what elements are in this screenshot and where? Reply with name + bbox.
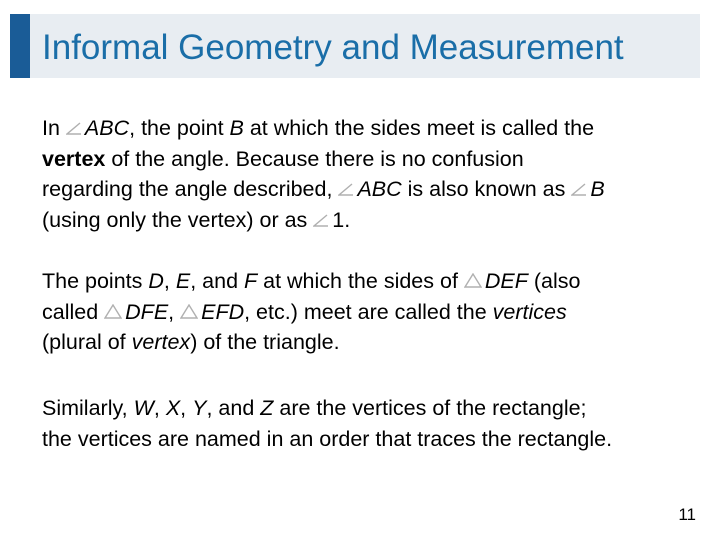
- text-run: B: [590, 177, 605, 201]
- angle-symbol-icon: [66, 113, 82, 144]
- paragraph-angle-vertex: [42, 113, 712, 235]
- text-line: [42, 205, 712, 236]
- text-run: ,: [163, 269, 176, 293]
- text-run: 1.: [332, 207, 351, 232]
- text-run: E: [175, 269, 191, 293]
- text-run: called: [42, 299, 105, 324]
- text-line: [42, 424, 712, 455]
- text-run: are the vertices of the rectangle;: [273, 396, 587, 420]
- angle-symbol-icon: [338, 174, 354, 205]
- text-run: (plural of: [42, 330, 132, 354]
- text-run: regarding the angle described,: [42, 177, 339, 201]
- angle-symbol-icon: [571, 174, 587, 205]
- text-line: [42, 144, 712, 175]
- text-run: Similarly,: [42, 396, 134, 420]
- text-run: at which the sides meet is called the: [243, 116, 595, 140]
- text-run: vertex: [131, 330, 191, 354]
- text-line: [42, 393, 712, 424]
- text-run: ,: [180, 396, 193, 420]
- angle-symbol-icon: [313, 205, 329, 236]
- text-run: vertices: [492, 299, 567, 324]
- paragraph-triangle-vertices: [42, 266, 712, 358]
- text-run: ) of the triangle.: [190, 330, 340, 354]
- text-run: , etc.) meet are called the: [244, 299, 493, 324]
- title-accent-bar: [10, 14, 30, 78]
- text-run: W: [133, 396, 154, 420]
- bold-term-vertex: vertex: [42, 146, 106, 171]
- text-run: , and: [206, 396, 261, 420]
- text-run: at which the sides of: [257, 269, 464, 293]
- text-run: D: [148, 269, 164, 293]
- text-run: is also known as: [401, 177, 572, 201]
- slide-title: Informal Geometry and Measurement: [42, 28, 624, 67]
- text-run: In: [42, 116, 66, 140]
- text-run: F: [244, 269, 258, 293]
- text-run: The points: [42, 269, 149, 293]
- text-run: (using only the vertex) or as: [42, 207, 314, 232]
- text-run: the vertices are named in an order that traces the rectangle.: [42, 426, 613, 451]
- text-run: Z: [260, 396, 274, 420]
- text-line: [42, 113, 712, 144]
- triangle-symbol-icon: [104, 297, 122, 328]
- text-run: , and: [190, 269, 244, 293]
- text-line: [42, 266, 712, 297]
- text-run: ,: [153, 396, 166, 420]
- text-run: ,: [168, 299, 181, 324]
- text-run: ABC: [357, 177, 402, 201]
- text-line: [42, 297, 712, 328]
- text-run: ABC: [84, 116, 130, 140]
- text-run: DFE: [125, 299, 169, 324]
- text-run: (also: [527, 269, 581, 293]
- text-run: Y: [192, 396, 207, 420]
- text-run: , the point: [129, 116, 230, 140]
- text-run: X: [165, 396, 181, 420]
- paragraph-rectangle-vertices: [42, 393, 712, 454]
- text-line: [42, 327, 712, 358]
- triangle-symbol-icon: [180, 297, 198, 328]
- page-number: 11: [678, 505, 696, 524]
- triangle-symbol-icon: [464, 266, 482, 297]
- text-line: [42, 174, 712, 205]
- text-run: EFD: [201, 299, 245, 324]
- text-run: B: [229, 116, 244, 140]
- text-run: of the angle. Because there is no confusion: [105, 146, 524, 171]
- text-run: DEF: [484, 269, 528, 293]
